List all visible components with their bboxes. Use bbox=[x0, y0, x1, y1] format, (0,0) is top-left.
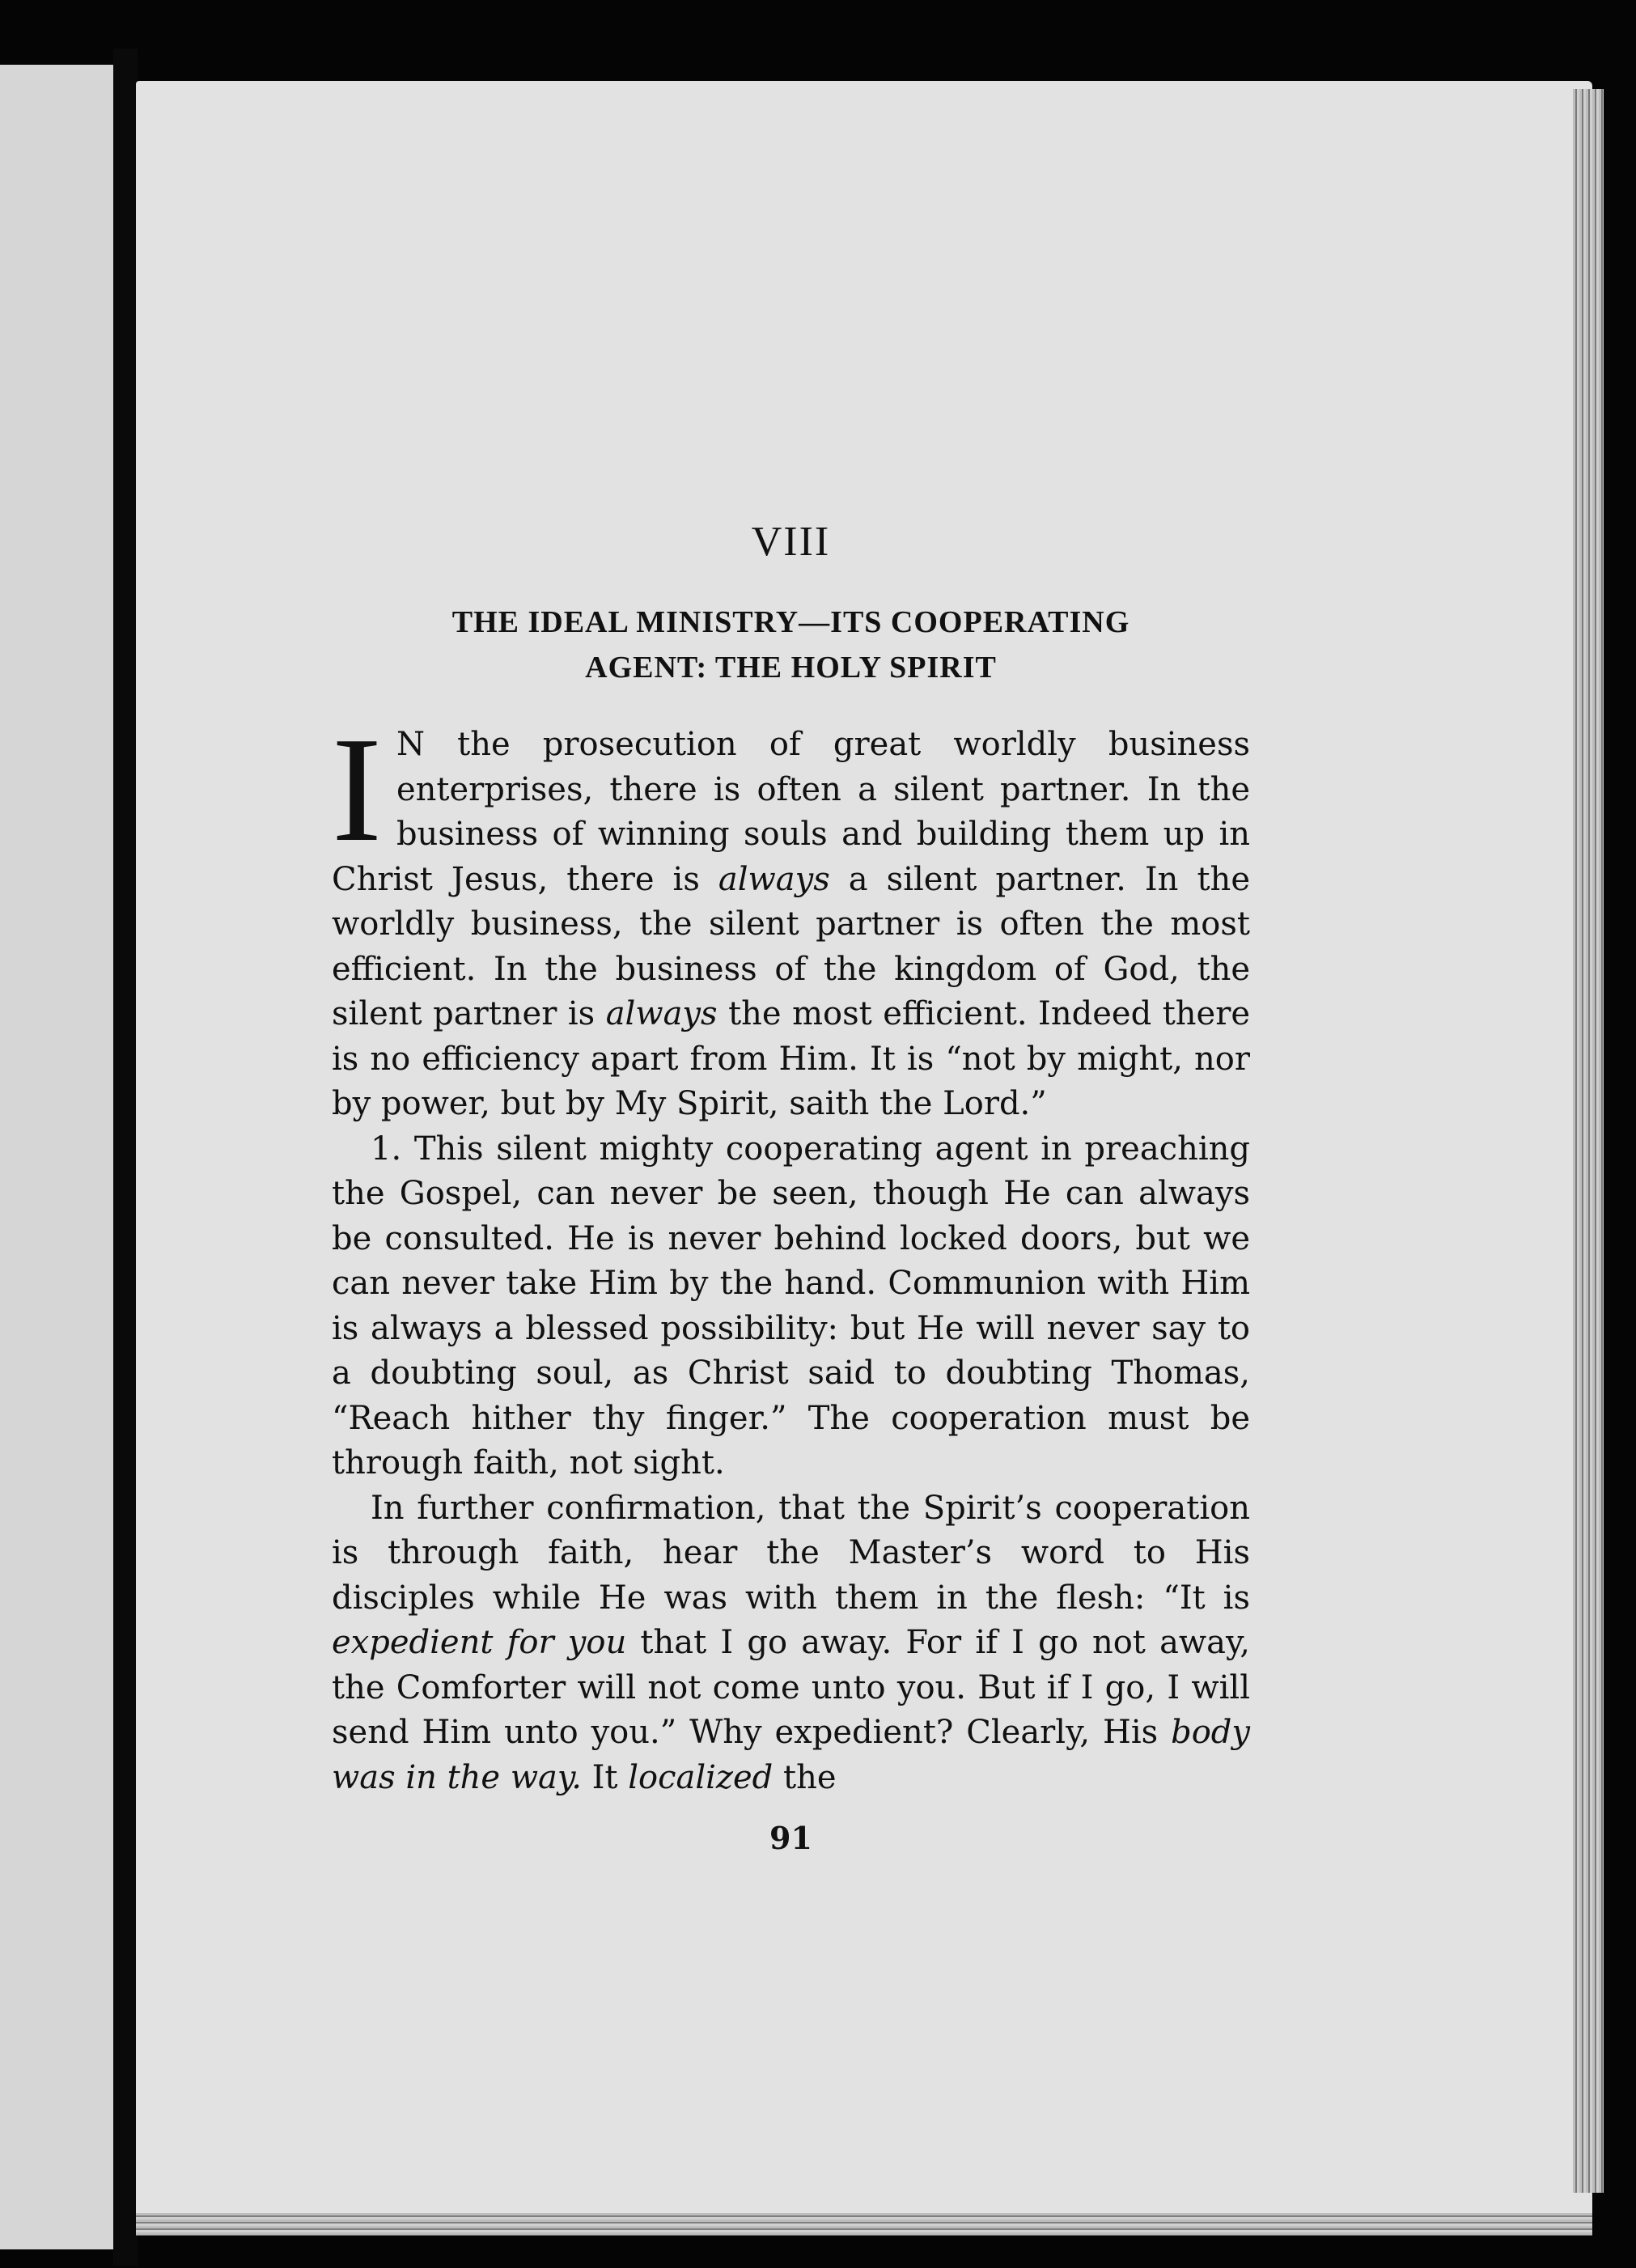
p2-text: 1. This silent mighty cooperating agent in preaching the Gospel, can never be seen, though He can always be consulted. He is never behind locked doors, but we can never take Him by the hand. Communion with Him is always a blessed possibility: but He will never say to a doubting soul, as Christ said to doubting Thomas, “Reach hither thy finger.” The cooperation must be through faith, not sight. bbox=[332, 1130, 1250, 1482]
p1-text-3: the most efficient. Indeed there is no efficiency apart from Him. It is “not by might, nor by power, but by My Spirit, saith the Lord.” bbox=[332, 995, 1250, 1122]
paragraph-2 bbox=[332, 1127, 1250, 1486]
previous-page-edge bbox=[0, 65, 117, 2249]
paragraph-1 bbox=[332, 706, 1250, 1127]
chapter-title bbox=[332, 600, 1250, 690]
paragraph-3 bbox=[332, 1486, 1250, 1801]
chapter-number: VIII bbox=[751, 519, 831, 565]
p1-italic-1: always bbox=[718, 860, 830, 898]
page-stack-edge-right bbox=[1573, 89, 1604, 2193]
p3-italic-2: body was in the way. bbox=[332, 1714, 1250, 1796]
p1-text-1: N the prosecution of great worldly business enterprises, there is often a silent partner. In the business of winning souls and building them up in Christ Jesus, there is bbox=[332, 726, 1250, 898]
book-gutter bbox=[113, 49, 138, 2266]
page-number: 91 bbox=[769, 1820, 812, 1856]
p3-text-2: that I go away. For if I go not away, the Comforter will not come unto you. But if I go, I will send Him unto you.” Why expedient? Clearly, His bbox=[332, 1624, 1250, 1751]
page-stack-edge-bottom bbox=[136, 2213, 1592, 2236]
drop-cap: I bbox=[332, 706, 382, 873]
p1-text-2: a silent partner. In the worldly business, the silent partner is often the most efficient. In the business of the kingdom of God, the silent partner is bbox=[332, 860, 1250, 1032]
p3-text-4: the bbox=[773, 1758, 837, 1796]
p3-text-3: It bbox=[581, 1758, 629, 1796]
p1-italic-2: always bbox=[605, 995, 718, 1032]
p3-italic-1: expedient for you bbox=[332, 1624, 627, 1661]
page-text-block bbox=[332, 518, 1250, 1856]
p3-italic-3: localized bbox=[628, 1758, 773, 1796]
chapter-title-line-2: AGENT: THE HOLY SPIRIT bbox=[585, 651, 997, 685]
p3-text-1: In further confirmation, that the Spirit’s cooperation is through faith, hear the Master’s word to His disciples while He was with them in the flesh: “It is bbox=[332, 1489, 1250, 1617]
chapter-title-line-1: THE IDEAL MINISTRY—ITS COOPERATING bbox=[451, 605, 1130, 639]
